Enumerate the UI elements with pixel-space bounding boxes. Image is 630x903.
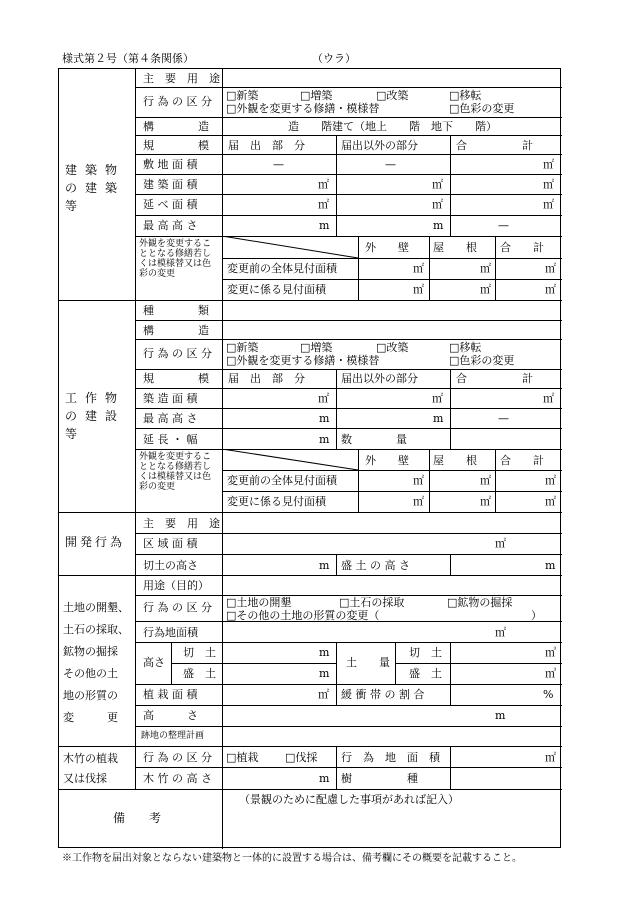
cell: — [273, 158, 284, 171]
fill-height-label: 盛 土 の 高 さ [341, 559, 410, 572]
volume-label: 土 量 [346, 656, 390, 669]
struct-label: 構 造 [143, 324, 209, 337]
dev-area-label: 区 域 面 積 [143, 537, 198, 550]
unit: ㎡ [413, 283, 424, 296]
land-section-label: 土地の開墾、 土石の採取、 鉱物の掘採 その他の土 地の形質の 変 更 [63, 601, 129, 724]
scale-label: 規 模 [143, 372, 209, 385]
qty-label: 数 量 [341, 433, 407, 446]
col-total: 合 計 [456, 139, 533, 152]
building-action-label: 行 為 の 区 分 [143, 95, 212, 108]
unit: % [543, 688, 554, 701]
height-label: 高さ [143, 656, 165, 669]
opt-quarry[interactable]: □土石の採取 [339, 596, 405, 609]
unit: ㎡ [545, 283, 556, 296]
opt-fell[interactable]: □伐採 [285, 751, 318, 764]
opt-new[interactable]: □新築 [226, 89, 259, 102]
unit: ㎡ [318, 688, 329, 701]
cell: ㎡ [318, 178, 329, 191]
cell: ㎡ [432, 198, 443, 211]
col-notify: 届 出 部 分 [228, 372, 305, 385]
structure-label: 構 造 [143, 120, 209, 133]
frow-change: 変更に係る見付面積 [227, 495, 326, 508]
structure-value: 造 階建て（地上 階 地下 階） [288, 120, 497, 133]
unit: ㎡ [480, 474, 491, 487]
dev-use-label: 主 要 用 途 [143, 517, 220, 530]
cut-label: 切 土 [183, 646, 216, 659]
frow-before: 変更前の全体見付面積 [227, 262, 337, 275]
col-other: 届出以外の部分 [341, 372, 418, 385]
cell: ㎡ [543, 392, 554, 405]
form-number: 様式第２号（第４条関係） [62, 52, 194, 65]
unit: ㎥ [545, 646, 556, 659]
building-section-label: 建築物 の建築等 [65, 163, 126, 213]
opt-rebuild[interactable]: □改築 [376, 89, 409, 102]
paren-close: ） [531, 609, 542, 622]
opt-relocate[interactable]: □移転 [449, 341, 482, 354]
tree-height-label: 木 竹 の 高 さ [143, 772, 212, 785]
cut-label: 切 土 [409, 646, 442, 659]
cell: — [385, 158, 396, 171]
cell: — [498, 219, 509, 232]
cell: m [433, 219, 444, 232]
remarks-note: （景観のために配慮した事項があれば記入） [239, 793, 459, 806]
build-area-label: 築 造 面 積 [143, 392, 198, 405]
unit: ㎡ [545, 474, 556, 487]
opt-extend[interactable]: □増築 [300, 89, 333, 102]
unit: ㎡ [480, 283, 491, 296]
land-area-label: 行為地面積 [143, 626, 198, 639]
fill-label: 盛 土 [409, 667, 442, 680]
max-height-label: 最 高 高 さ [143, 412, 198, 425]
facade-change-label: 外観を変更することとなる修繕若しくは模様替又は色彩の変更 [139, 452, 212, 492]
cell: m [319, 412, 330, 425]
dev-section-label: 開発行為 [65, 535, 126, 549]
footnote: ※工作物を届出対象とならない建築物と一体的に設置する場合は、備考欄にその概要を記載すること。 [62, 853, 522, 864]
trees-section-label: 木竹の植栽 又は伐採 [63, 752, 118, 785]
notification-form [58, 68, 561, 848]
unit: ㎡ [413, 262, 424, 275]
opt-color[interactable]: □色彩の変更 [449, 102, 515, 115]
unit: m [545, 559, 556, 572]
h-label: 高 さ [143, 709, 198, 722]
fcol-wall: 外 壁 [365, 454, 409, 467]
cell: ㎡ [543, 198, 554, 211]
col-notify: 届 出 部 分 [228, 139, 305, 152]
unit: ㎡ [480, 495, 491, 508]
col-total: 合 計 [456, 372, 533, 385]
unit: ㎡ [413, 495, 424, 508]
fcol-wall: 外 壁 [365, 241, 409, 254]
opt-facade[interactable]: □外観を変更する修繕・模様替 [226, 354, 380, 367]
fcol-total: 合 計 [500, 454, 544, 467]
opt-plant[interactable]: □植栽 [226, 751, 259, 764]
species-label: 樹 種 [341, 772, 418, 785]
buffer-label: 緩 衝 帯 の 割 合 [341, 688, 425, 701]
diagonal-line [222, 236, 359, 258]
structure-action-label: 行 為 の 区 分 [143, 347, 212, 360]
cell: ㎡ [543, 178, 554, 191]
opt-cultivate[interactable]: □土地の開墾 [226, 596, 292, 609]
unit: ㎡ [545, 495, 556, 508]
unit: ㎡ [545, 262, 556, 275]
plant-area-label: 植 栽 面 積 [143, 688, 198, 701]
cell: ㎡ [543, 158, 554, 171]
opt-extend[interactable]: □増築 [300, 341, 333, 354]
fill-label: 盛 土 [183, 667, 216, 680]
site-area-label: 敷 地 面 積 [143, 158, 198, 171]
unit: m [319, 559, 330, 572]
cell: — [498, 412, 509, 425]
opt-facade[interactable]: □外観を変更する修繕・模様替 [226, 102, 380, 115]
cell: ㎡ [318, 392, 329, 405]
cell: m [433, 412, 444, 425]
floor-area-label: 延 べ 面 積 [143, 198, 198, 211]
kind-label: 種 類 [143, 304, 209, 317]
side-label: （ウラ） [312, 52, 356, 65]
opt-mine[interactable]: □鉱物の掘採 [447, 596, 513, 609]
unit: m [495, 709, 506, 722]
fcol-roof: 屋 根 [433, 241, 477, 254]
cell: ㎡ [432, 178, 443, 191]
fcol-roof: 屋 根 [433, 454, 477, 467]
frow-before: 変更前の全体見付面積 [227, 474, 337, 487]
building-use-label: 主 要 用 途 [143, 72, 220, 85]
unit: ㎥ [545, 667, 556, 680]
fcol-total: 合 計 [500, 241, 544, 254]
cell: ㎡ [432, 392, 443, 405]
site-area-label: 行 為 地 面 積 [341, 751, 440, 764]
purpose-label: 用途（目的） [143, 579, 209, 592]
building-area-label: 建 築 面 積 [143, 178, 198, 191]
opt-rebuild[interactable]: □改築 [376, 341, 409, 354]
cell: ㎡ [318, 198, 329, 211]
max-height-label: 最 高 高 さ [143, 219, 198, 232]
unit: ㎡ [413, 474, 424, 487]
cell: m [319, 433, 330, 446]
land-action-label: 行 為 の 区 分 [143, 601, 212, 614]
facade-change-label: 外観を変更することとなる修繕若しくは模様替又は色彩の変更 [139, 239, 212, 279]
tree-action-label: 行 為 の 区 分 [143, 751, 212, 764]
opt-other[interactable]: □その他の土地の形質の変更（ [226, 609, 380, 622]
opt-relocate[interactable]: □移転 [449, 89, 482, 102]
unit: m [319, 772, 330, 785]
col-other: 届出以外の部分 [341, 139, 418, 152]
remarks-label: 備 考 [113, 811, 162, 825]
length-label: 延 長 ・ 幅 [143, 433, 198, 446]
unit: ㎡ [495, 537, 506, 550]
opt-color[interactable]: □色彩の変更 [449, 354, 515, 367]
unit: m [319, 646, 330, 659]
opt-new[interactable]: □新築 [226, 341, 259, 354]
cut-height-label: 切土の高さ [143, 559, 198, 572]
unit: ㎡ [480, 262, 491, 275]
unit: ㎡ [545, 751, 556, 764]
structure-section-label: 工作物 の建設等 [65, 391, 126, 441]
frow-change: 変更に係る見付面積 [227, 283, 326, 296]
scale-label: 規 模 [143, 139, 209, 152]
unit: m [319, 667, 330, 680]
plan-label: 跡地の整理計画 [141, 731, 205, 741]
cell: m [319, 219, 330, 232]
unit: ㎡ [495, 626, 506, 639]
diagonal-line [222, 449, 359, 471]
